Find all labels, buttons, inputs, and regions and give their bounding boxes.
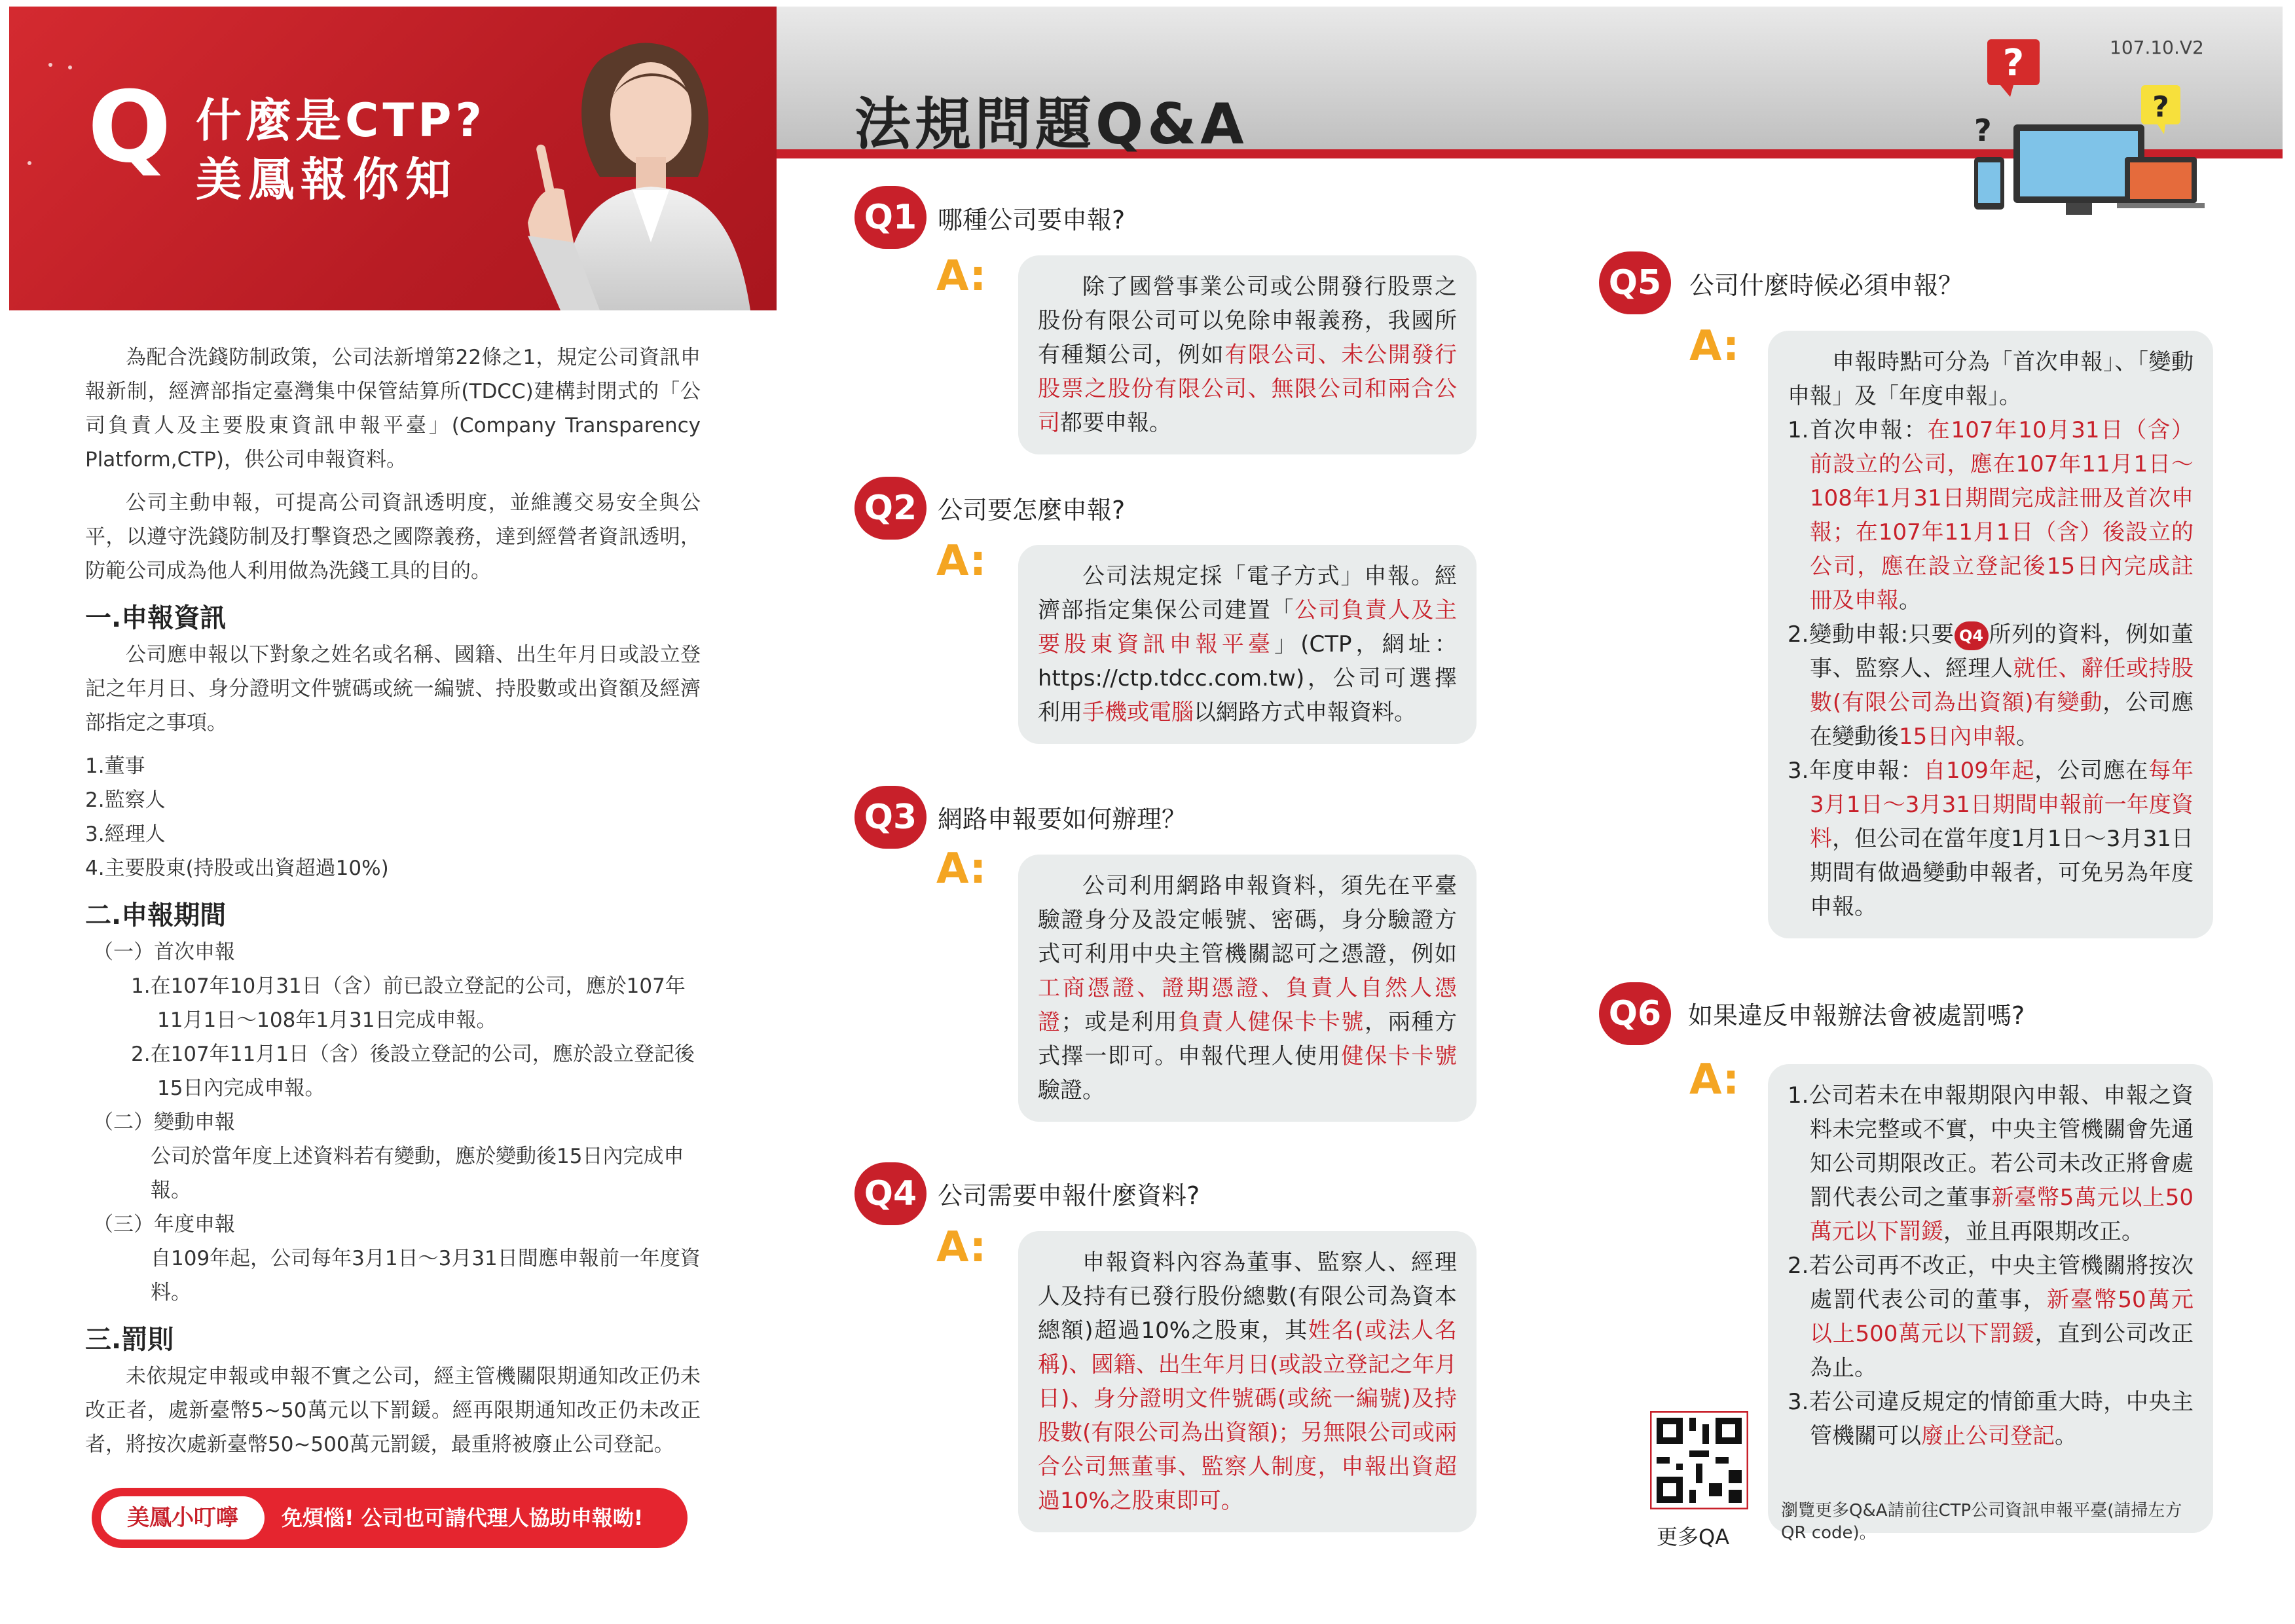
intro-paragraph-2: 公司主動申報，可提高公司資訊透明度，並維護交易安全與公平，以遵守洗錢防制及打擊資恐之國際義務，達到經營者資訊透明，防範公司成為他人利用做為洗錢工具的目的。 <box>85 491 701 583</box>
section1-item: 4.主要股東(持股或出資超過10%) <box>85 857 389 880</box>
q1-answer-letter: A: <box>936 252 987 301</box>
qr-code[interactable] <box>1650 1411 1748 1509</box>
section2-sub3-text: 自109年起，公司每年3月1日～3月31日間應申報前一年度資料。 <box>151 1247 701 1304</box>
section2-sub1-item: 2.在107年11月1日（含）後設立登記的公司，應於設立登記後15日內完成申報。 <box>131 1043 695 1100</box>
section1-item: 2.監察人 <box>85 788 166 812</box>
q6-item-3: 3.若公司違反規定的情節重大時，中央主管機關可以廢止公司登記。 <box>1788 1389 2194 1449</box>
tip-bar <box>92 1488 688 1548</box>
q4-answer-text: 申報資料內容為董事、監察人、經理人及持有已發行股份總數(有限公司為資本總額)超過10%之股東，其姓名(或法人名稱)、國籍、出生年月日(或設立登記之年月日)、身分證明文件號碼(或統一編號)及持股數(有限公司為出資額)；另無限公司或兩合公司無董事、監察人制度，申報出資超過10%之股東即可。 <box>1038 1249 1457 1514</box>
presenter-illustration <box>502 26 777 310</box>
q5-badge: Q5 <box>1599 251 1671 314</box>
intro-paragraph-1: 為配合洗錢防制政策，公司法新增第22條之1，規定公司資訊申報新制，經濟部指定臺灣集中保管結算所(TDCC)建構封閉式的「公司負責人及主要股東資訊申報平臺」(Company Transparency Platform,CTP)，供公司申報資料。 <box>85 346 701 471</box>
section1-body: 公司應申報以下對象之姓名或名稱、國籍、出生年月日或設立登記之年月日、身分證明文件號碼或統一編號、持股數或出資額及經濟部指定之事項。 <box>85 643 701 735</box>
q3-badge: Q3 <box>854 786 927 849</box>
q1-question: 哪種公司要申報? <box>938 206 1126 234</box>
q1-badge: Q1 <box>854 186 927 249</box>
q5-item-3: 3.年度申報：自109年起，公司應在每年3月1日～3月31日期間申報前一年度資料，但公司在當年度1月1日～3月31日期間有做過變動申報者，可免另為年度申報。 <box>1788 758 2194 920</box>
q3-question: 網路申報要如何辦理？ <box>938 805 1187 834</box>
q2-answer-letter: A: <box>936 537 987 585</box>
q3-answer-text: 公司利用網路申報資料，須先在平臺驗證身分及設定帳號、密碼，身分驗證方式可利用中央主管機關認可之憑證，例如工商憑證、證期憑證、負責人自然人憑證；或是利用負責人健保卡卡號，兩種方式擇一即可。申報代理人使用健保卡卡號驗證。 <box>1038 873 1458 1103</box>
page-title: 法規問題Q&A <box>854 92 1248 157</box>
q4-inline-badge: Q4 <box>1955 621 1989 650</box>
devices-question-illustration <box>1961 26 2223 223</box>
q3-answer-box <box>1018 855 1477 1122</box>
banner-title-line2: 美鳳報你知 <box>196 153 458 206</box>
q4-question: 公司需要申報什麼資料? <box>938 1181 1200 1210</box>
left-body <box>85 341 701 1471</box>
section2-sub2: （二）變動申報 <box>93 1111 235 1134</box>
tip-text: 免煩惱! 公司也可請代理人協助申報呦! <box>282 1505 644 1530</box>
section2-sub2-text: 公司於當年度上述資料若有變動，應於變動後15日內完成申報。 <box>151 1145 684 1202</box>
q6-question: 如果違反申報辦法會被處罰嗎? <box>1688 1001 2025 1030</box>
section1-item: 3.經理人 <box>85 822 166 846</box>
q6-item-2: 2.若公司再不改正，中央主管機關將按次處罰代表公司的董事，新臺幣50萬元以上500萬元以下罰鍰，直到公司改正為止。 <box>1788 1253 2194 1381</box>
q4-answer-box <box>1018 1231 1477 1532</box>
question-icon: ? <box>2152 90 2169 124</box>
q4-badge: Q4 <box>854 1162 927 1225</box>
q3-answer-letter: A: <box>936 845 987 893</box>
q2-badge: Q2 <box>854 477 927 540</box>
banner-speck <box>28 161 31 165</box>
section3-title: 三.罰則 <box>85 1325 174 1355</box>
q5-question: 公司什麼時候必須申報？ <box>1689 271 1964 300</box>
q5-item-2: 2.變動申報:只要 Q4 所列的資料，例如董事、監察人、經理人就任、辭任或持股數(有限公司為出資額)有變動，公司應在變動後15日內申報。 <box>1788 621 2194 750</box>
q2-answer-box <box>1018 545 1477 744</box>
q6-badge: Q6 <box>1599 982 1671 1045</box>
banner-speck <box>68 65 72 69</box>
section2-title: 二.申報期間 <box>85 900 227 931</box>
more-qa-note: 瀏覽更多Q&A請前往CTP公司資訊申報平臺(請掃左方QR code)。 <box>1781 1501 2182 1543</box>
q1-answer-box <box>1018 255 1477 454</box>
section1-item: 1.董事 <box>85 754 145 778</box>
q6-answer-box <box>1768 1064 2213 1533</box>
q1-answer-text: 除了國營事業公司或公開發行股票之股份有限公司可以免除申報義務，我國所有種類公司，例如有限公司、未公開發行股票之股份有限公司、無限公司和兩合公司都要申報。 <box>1038 274 1458 436</box>
question-icon: ? <box>1974 113 1992 148</box>
question-icon: ? <box>2002 42 2025 84</box>
version-label: 107.10.V2 <box>2110 37 2204 58</box>
section3-body: 未依規定申報或申報不實之公司，經主管機關限期通知改正仍未改正者，處新臺幣5~50萬元以下罰鍰。經再限期通知改正仍未改正者，將按次處新臺幣50~500萬元罰鍰，最重將被廢止公司登記。 <box>85 1365 701 1456</box>
q6-answer-letter: A: <box>1689 1056 1740 1104</box>
banner-q-mark <box>88 71 173 185</box>
banner-title-line1: 什麼是CTP? <box>196 94 487 147</box>
section2-sub3: （三）年度申報 <box>93 1213 235 1236</box>
q4-answer-letter: A: <box>936 1223 987 1272</box>
banner-q-letter: Q <box>88 71 172 185</box>
q2-answer-text: 公司法規定採「電子方式」申報。經濟部指定集保公司建置「公司負責人及主要股東資訊申報平臺」(CTP，網址：https://ctp.tdcc.com.tw)，公司可選擇利用手機或電腦以網路方式申報資料。 <box>1038 563 1458 726</box>
banner-speck <box>48 63 52 67</box>
q5-answer-letter: A: <box>1689 322 1740 371</box>
section1-title: 一.申報資訊 <box>85 603 227 633</box>
section2-sub1: （一）首次申報 <box>93 940 235 964</box>
section2-sub1-item: 1.在107年10月31日（含）前已設立登記的公司，應於107年11月1日～108年1月31日完成申報。 <box>131 974 686 1032</box>
q5-answer-box <box>1768 331 2213 938</box>
qr-label: 更多QA <box>1657 1524 1730 1549</box>
tip-label: 美鳳小叮嚀 <box>101 1496 265 1540</box>
q2-question: 公司要怎麼申報? <box>938 496 1126 525</box>
q6-item-1: 1.公司若未在申報期限內申報、申報之資料未完整或不實，中央主管機關會先通知公司期限改正。若公司未改正將會處罰代表公司之董事新臺幣5萬元以上50萬元以下罰鍰，並且再限期改正。 <box>1788 1082 2194 1245</box>
q5-item-1: 1.首次申報：在107年10月31日（含）前設立的公司，應在107年11月1日～108年1月31日期間完成註冊及首次申報；在107年11月1日（含）後設立的公司，應在設立登記後15日內完成註冊及申報。 <box>1788 417 2194 614</box>
left-banner <box>9 7 777 310</box>
q5-answer-intro: 申報時點可分為「首次申報」、「變動申報」及「年度申報」。 <box>1788 349 2194 409</box>
